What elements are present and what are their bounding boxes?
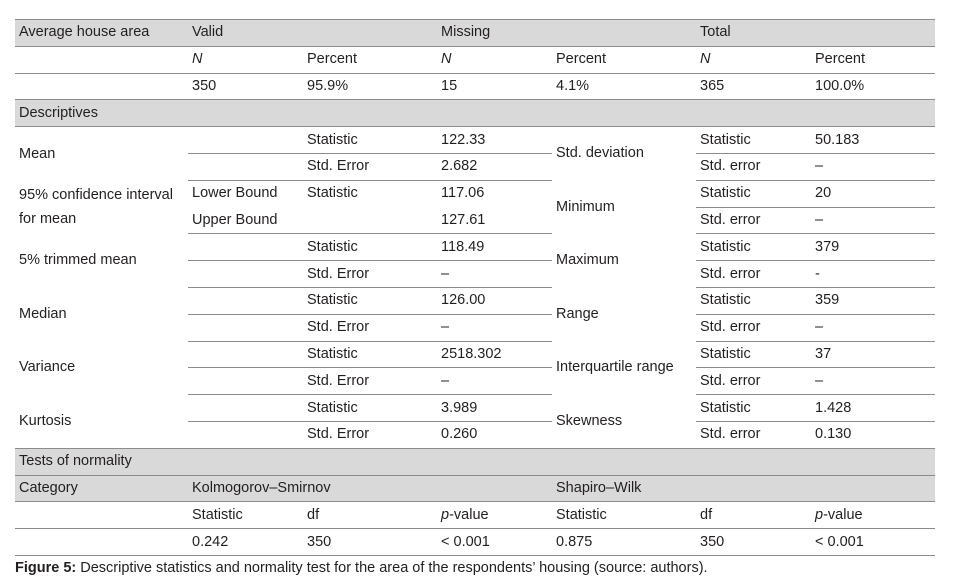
row-label-std-deviation: Std. deviation	[556, 145, 644, 162]
cell-stderr-label: Std. Error	[303, 261, 437, 288]
row-label-mean: Mean	[19, 145, 56, 162]
cell-value: –	[437, 314, 552, 341]
cell-value: –	[437, 368, 552, 395]
ks-statistic: 0.242	[188, 529, 303, 556]
cell-stderr-label: Std. error	[696, 261, 811, 288]
cell-stderr-label: Std. error	[696, 368, 811, 395]
total-percent: 100.0%	[815, 77, 865, 94]
cell-value: 20	[811, 180, 935, 207]
cell-value: –	[811, 314, 935, 341]
sw-pvalue: < 0.001	[811, 529, 935, 556]
cell-value: 117.06	[441, 185, 485, 202]
cell-value: –	[437, 261, 552, 288]
descriptives-title: Descriptives	[15, 100, 935, 127]
missing-percent: 4.1%	[556, 77, 590, 94]
ks-pvalue-label: p-value	[437, 502, 552, 529]
valid-n-label: N	[188, 46, 303, 73]
cell-value: –	[811, 153, 935, 180]
cell-value: 379	[811, 234, 935, 261]
cell-value: 0.130	[815, 426, 852, 443]
cell-stderr-label: Std. error	[700, 426, 761, 443]
upper-bound-label: Upper Bound	[188, 207, 303, 234]
cell-value: 0.260	[441, 426, 478, 443]
cell-stderr-label: Std. Error	[307, 426, 370, 443]
total-n: 365	[700, 77, 725, 94]
normality-title: Tests of normality	[15, 448, 935, 475]
ks-df-label: df	[303, 502, 437, 529]
valid-percent: 95.9%	[307, 77, 349, 94]
ks-df: 350	[303, 529, 437, 556]
cell-value: 50.183	[811, 127, 935, 154]
cell-value: 2518.302	[437, 341, 552, 368]
cell-stderr-label: Std. Error	[303, 153, 437, 180]
cell-value: -	[811, 261, 935, 288]
cell-statistic-label: Statistic	[303, 287, 437, 314]
missing-n-label: N	[437, 46, 552, 73]
sw-df: 350	[696, 529, 811, 556]
figure-label: Figure 5:	[15, 560, 77, 576]
row-label-median: Median	[19, 305, 67, 322]
sw-statistic-label: Statistic	[552, 502, 696, 529]
normality-values-row	[15, 529, 935, 556]
cell-statistic-label: Statistic	[696, 180, 811, 207]
cell-value: 118.49	[437, 234, 552, 261]
cell-statistic-label: Statistic	[303, 234, 437, 261]
row-label-interquartile-range: Interquartile range	[556, 359, 674, 376]
cell-value: 1.428	[811, 395, 935, 422]
cell-stderr-label: Std. error	[696, 207, 811, 234]
cell-value: 2.682	[437, 153, 552, 180]
ks-statistic-label: Statistic	[188, 502, 303, 529]
valid-n: 350	[192, 77, 217, 94]
cell-stderr-label: Std. error	[696, 314, 811, 341]
header-row	[15, 20, 935, 47]
table-row	[15, 180, 935, 207]
normality-header-row	[15, 475, 935, 502]
sw-statistic: 0.875	[552, 529, 696, 556]
figure-caption-text: Descriptive statistics and normality test for the area of the respondents’ housing (source: authors).	[76, 560, 708, 576]
cell-value: 359	[811, 287, 935, 314]
row-label-range: Range	[556, 305, 599, 322]
cell-statistic-label: Statistic	[303, 341, 437, 368]
cell-stderr-label: Std. error	[696, 153, 811, 180]
header-variable: Average house area	[15, 20, 188, 47]
cell-statistic-label: Statistic	[307, 185, 358, 202]
cell-value: 3.989	[437, 395, 552, 422]
kolmogorov-smirnov-label: Kolmogorov–Smirnov	[188, 475, 552, 502]
descriptive-statistics-table	[15, 19, 935, 556]
shapiro-wilk-label: Shapiro–Wilk	[552, 475, 935, 502]
lower-bound-label: Lower Bound	[192, 185, 278, 202]
cell-value: 126.00	[437, 287, 552, 314]
table-row	[15, 395, 935, 422]
table-row	[15, 341, 935, 368]
cell-stderr-label: Std. Error	[303, 368, 437, 395]
cell-statistic-label: Statistic	[303, 127, 437, 154]
table-row	[15, 234, 935, 261]
ks-pvalue: < 0.001	[437, 529, 552, 556]
row-label-maximum: Maximum	[556, 252, 619, 269]
normality-section-header	[15, 448, 935, 475]
cell-stderr-label: Std. Error	[303, 314, 437, 341]
cell-statistic-label: Statistic	[696, 341, 811, 368]
cell-value: 127.61	[437, 207, 552, 234]
cell-value: –	[811, 207, 935, 234]
cell-statistic-label: Statistic	[696, 127, 811, 154]
sw-pvalue-label: p-value	[811, 502, 935, 529]
header-valid: Valid	[188, 20, 437, 47]
row-label-minimum: Minimum	[556, 198, 615, 215]
cell-value: –	[811, 368, 935, 395]
total-n-label: N	[696, 46, 811, 73]
missing-percent-label: Percent	[552, 46, 696, 73]
normality-subheader-row	[15, 502, 935, 529]
header-missing: Missing	[437, 20, 696, 47]
cell-statistic-label: Statistic	[696, 287, 811, 314]
missing-n: 15	[441, 77, 458, 94]
row-label-trimmed-mean: 5% trimmed mean	[19, 252, 137, 269]
cell-statistic-label: Statistic	[303, 395, 437, 422]
valid-percent-label: Percent	[303, 46, 437, 73]
sw-df-label: df	[696, 502, 811, 529]
category-label: Category	[15, 475, 188, 502]
table-row	[15, 127, 935, 154]
header-total: Total	[696, 20, 935, 47]
subheader-row	[15, 46, 935, 73]
row-label-variance: Variance	[19, 359, 76, 376]
figure-caption	[15, 560, 708, 576]
cell-value: 37	[811, 341, 935, 368]
cell-statistic-label: Statistic	[696, 234, 811, 261]
row-label-kurtosis: Kurtosis	[19, 412, 72, 429]
descriptives-section-header	[15, 100, 935, 127]
total-percent-label: Percent	[811, 46, 935, 73]
cell-value: 122.33	[437, 127, 552, 154]
row-label-confidence-interval: 95% confidence interval for mean	[19, 187, 173, 228]
row-label-skewness: Skewness	[556, 412, 623, 429]
cell-statistic-label: Statistic	[696, 395, 811, 422]
table-row	[15, 287, 935, 314]
counts-row	[15, 73, 935, 100]
